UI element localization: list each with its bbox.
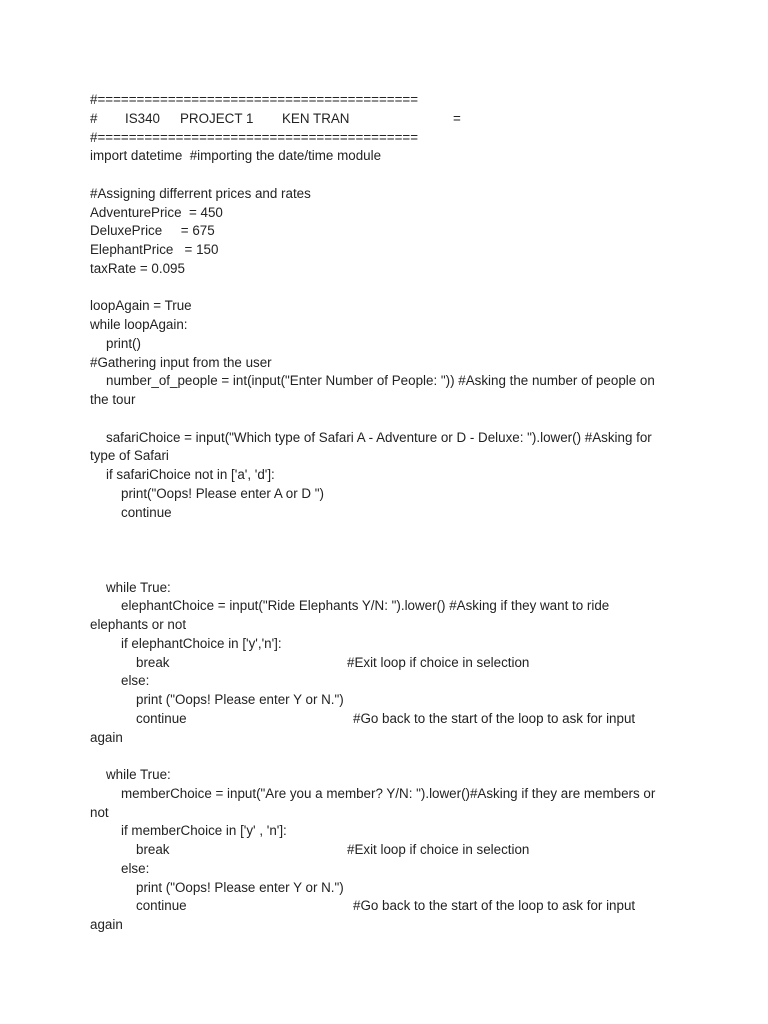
blank-line	[90, 747, 690, 766]
code-line: continue	[121, 504, 172, 520]
code-comment: #Exit loop if choice in selection	[347, 654, 530, 670]
code-line: if memberChoice in ['y' , 'n']:	[121, 823, 287, 839]
blank-line	[90, 166, 690, 185]
code-line: print()	[106, 335, 141, 351]
blank-line	[90, 541, 690, 560]
code-line: elephantChoice = input("Ride Elephants Y/N: ").lower() #Asking if they want to ride	[121, 598, 610, 614]
code-comment: #Exit loop if choice in selection	[347, 842, 530, 857]
code-line-wrap: not	[90, 804, 109, 820]
author-name: KEN TRAN	[282, 110, 350, 126]
code-line: while loopAgain:	[90, 317, 188, 332]
code-line: print ("Oops! Please enter Y or N.")	[136, 879, 344, 895]
code-line: DeluxePrice = 675	[90, 223, 215, 239]
code-line: safariChoice = input("Which type of Safari A - Adventure or D - Deluxe: ").lower() #Asking for	[106, 429, 652, 445]
code-line-wrap: type of Safari	[90, 448, 169, 464]
blank-line	[90, 410, 690, 429]
code-statement: break	[136, 654, 170, 670]
code-line: while True:	[106, 767, 171, 782]
header-hash: #	[90, 110, 98, 126]
code-line: memberChoice = input("Are you a member? Y/N: ").lower()#Asking if they are members or	[121, 785, 656, 801]
code-statement: continue	[136, 710, 187, 726]
code-line: print("Oops! Please enter A or D ")	[121, 485, 325, 501]
code-statement: continue	[136, 898, 187, 914]
code-listing	[90, 91, 690, 935]
header-title-line	[90, 110, 690, 129]
code-line: loopAgain = True	[90, 298, 192, 314]
course-code: IS340	[125, 110, 160, 126]
header-rule-top: #=========================================	[90, 92, 419, 107]
blank-line	[90, 560, 690, 579]
code-line	[90, 654, 690, 673]
blank-line	[90, 279, 690, 298]
code-line: taxRate = 0.095	[90, 260, 185, 276]
code-line-wrap: again	[90, 729, 123, 745]
code-line-wrap: the tour	[90, 392, 136, 407]
code-line: if elephantChoice in ['y','n']:	[121, 635, 282, 651]
code-line-wrap: elephants or not	[90, 617, 187, 632]
code-statement: break	[136, 842, 170, 857]
code-line: else:	[121, 673, 150, 689]
header-end-mark: =	[453, 110, 461, 126]
code-comment: #Assigning differrent prices and rates	[90, 185, 311, 201]
code-line: import datetime #importing the date/time module	[90, 148, 382, 164]
code-comment: #Go back to the start of the loop to ask for input	[353, 898, 636, 914]
code-line: else:	[121, 860, 150, 876]
code-line: AdventurePrice = 450	[90, 204, 223, 220]
code-line: ElephantPrice = 150	[90, 242, 219, 257]
code-line: number_of_people = int(input("Enter Number of People: ")) #Asking the number of people on	[106, 373, 655, 389]
code-comment: #Go back to the start of the loop to ask for input	[353, 710, 636, 726]
code-line	[90, 710, 690, 729]
header-rule-bottom: #=========================================	[90, 129, 419, 145]
code-comment: #Gathering input from the user	[90, 354, 272, 370]
project-name: PROJECT 1	[180, 110, 254, 126]
blank-line	[90, 522, 690, 541]
code-line: if safariChoice not in ['a', 'd']:	[106, 467, 275, 482]
code-line: print ("Oops! Please enter Y or N.")	[136, 692, 344, 707]
code-line-wrap: again	[90, 917, 123, 932]
code-line: while True:	[106, 579, 171, 595]
code-line	[90, 897, 690, 916]
code-line	[90, 841, 690, 860]
